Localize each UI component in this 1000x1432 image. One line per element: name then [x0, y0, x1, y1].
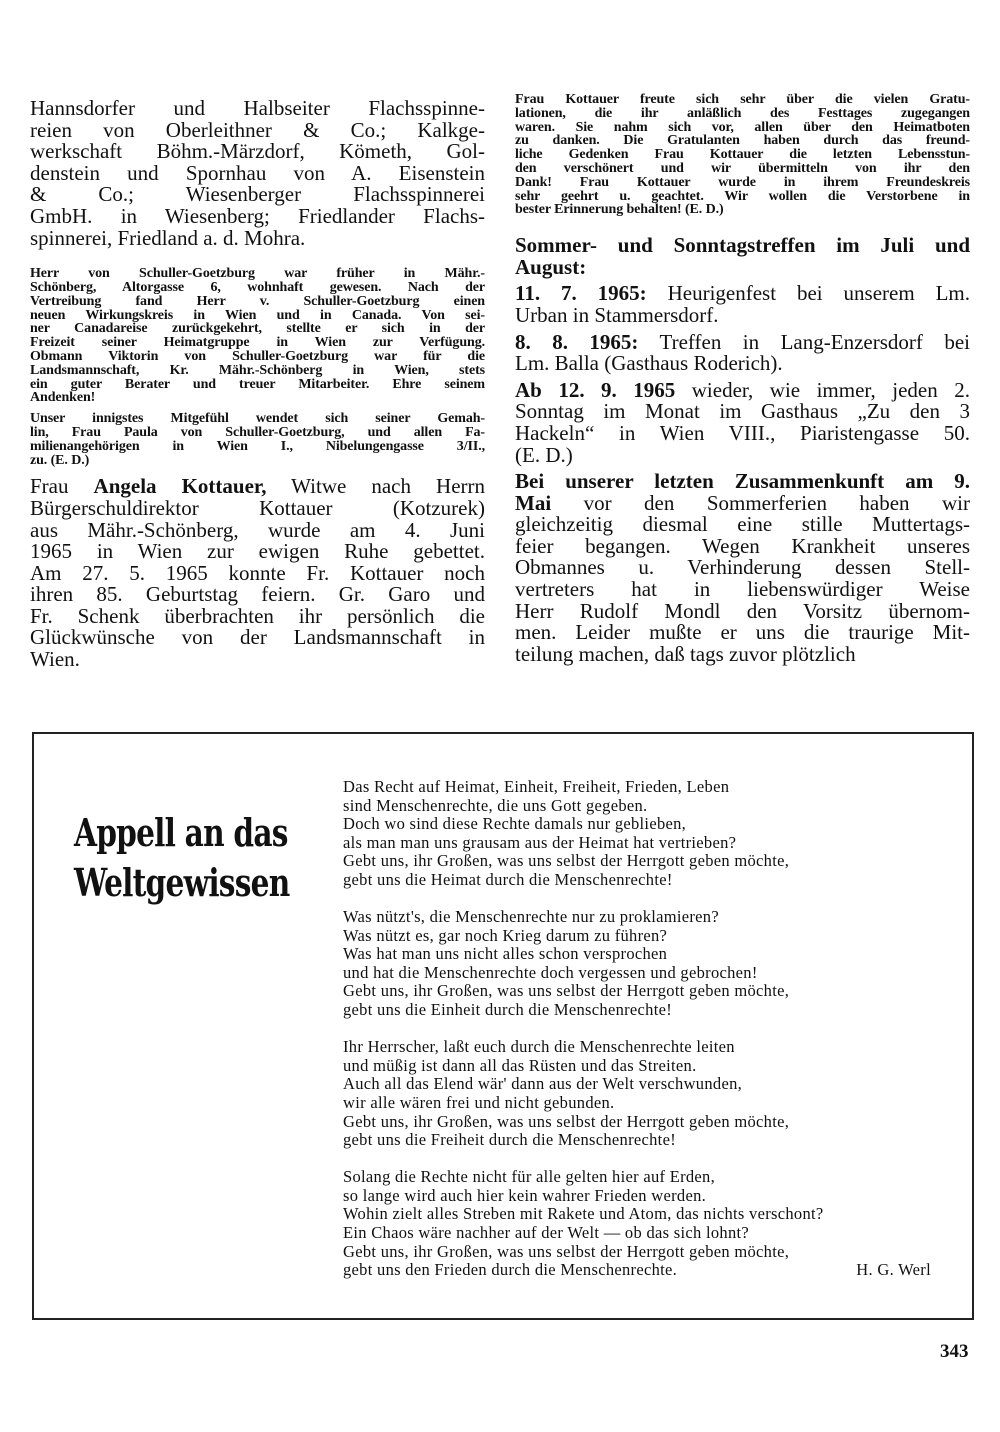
text-segment: Witwe nach Herrn [266, 474, 485, 499]
text-line: gleichzeitig diesmal eine stille Muttertags- [515, 512, 970, 537]
text-line [515, 490, 970, 515]
text-line: 1965 in Wien zur ewigen Ruhe gebettet. [30, 539, 485, 564]
text-line [515, 471, 970, 493]
bold-text: 11. 7. 1965: [515, 281, 647, 306]
text-line: sehr geehrt u. geachtet. Wir wollen die Verstorbene in [515, 188, 970, 204]
text-line: neuen Wirkungskreis in Wien und in Canada. Von sei- [30, 307, 485, 323]
text-line: Glückwünsche von der Landsmannschaft in [30, 625, 485, 650]
text-line: waren. Sie nahm sich vor, allen über den Heimatboten [515, 119, 970, 135]
left-column [30, 92, 485, 671]
text-line: zu danken. Die Gratulanten haben durch das freund- [515, 133, 970, 149]
poem-stanza [343, 908, 933, 1020]
text-line: GmbH. in Wiesenberg; Friedlander Flachs- [30, 203, 485, 228]
text-line: werkschaft Böhm.-Märzdorf, Kömeth, Gol- [30, 139, 485, 164]
text-line: Andenken! [30, 390, 96, 406]
paragraph [515, 93, 970, 217]
text-line: aus Mähr.-Schönberg, wurde am 4. Juni [30, 517, 485, 542]
poem-line [343, 1261, 933, 1280]
right-column [515, 87, 970, 665]
poem-line: Ein Chaos wäre nachher auf der Welt — ob das sich lohnt? [343, 1222, 750, 1242]
text-segment: Frau [30, 474, 94, 499]
poem-line: Das Recht auf Heimat, Einheit, Freiheit, Frieden, Leben [343, 777, 730, 796]
text-line: Dank! Frau Kottauer wurde in ihrem Freundeskreis [515, 174, 970, 190]
text-segment: vor den Sommerferien haben wir [551, 490, 970, 515]
poem-line: gebt uns die Freiheit durch die Menschenrechte! [343, 1130, 676, 1150]
text-line: ihren 85. Geburtstag feiern. Gr. Garo und [30, 582, 485, 607]
poem-line-text: gebt uns den Frieden durch die Menschenrechte. [343, 1260, 678, 1280]
poem-line: Doch wo sind diese Rechte damals nur geblieben, [343, 814, 687, 834]
poem-line: gebt uns die Einheit durch die Menschenrechte! [343, 1000, 673, 1020]
text-line: Unser innigstes Mitgefühl wendet sich seiner Gemah- [30, 411, 485, 427]
poem-line: Auch all das Elend wär' dann aus der Welt verschwunden, [343, 1074, 743, 1094]
paragraph [30, 412, 485, 467]
poem-line: und hat die Menschenrechte doch vergessen und gebrochen! [343, 962, 758, 982]
poem-title-line: Appell an das [74, 810, 288, 855]
poem-line: gebt uns die Heimat durch die Menschenrechte! [343, 869, 673, 889]
text-line: Hannsdorfer und Halbseiter Flachsspinne- [30, 96, 485, 120]
text-line: Obmannes u. Verhinderung dessen Stell- [515, 555, 970, 580]
poem-stanza [343, 1168, 933, 1280]
text-line: Hackeln“ in Wien VIII., Piaristengasse 50. [515, 420, 970, 445]
text-segment: wieder, wie immer, jeden 2. [675, 377, 970, 402]
bold-text: Bei unserer letzten Zusammenkunft am 9. [515, 469, 970, 494]
text-line: ein guter Berater und treuer Mitarbeiter. Ehre seinem [30, 376, 485, 392]
poem-line: sind Menschenrechte, die uns Gott gegeben. [343, 795, 648, 815]
text-line: Obmann Viktorin von Schuller-Goetzburg war für die [30, 348, 485, 364]
text-line: Fr. Schenk überbrachten ihr persönlich die [30, 603, 485, 628]
poem-line: Ihr Herrscher, laßt euch durch die Menschenrechte leiten [343, 1037, 735, 1057]
text-line: & Co.; Wiesenberger Flachsspinnerei [30, 182, 485, 207]
poem-line: Solang die Rechte nicht für alle gelten hier auf Erden, [343, 1167, 716, 1187]
text-line [30, 476, 485, 498]
text-line [515, 283, 970, 305]
poem-line: wir alle wären frei und nicht gebunden. [343, 1092, 615, 1112]
text-line: Lm. Balla (Gasthaus Roderich). [515, 351, 783, 376]
text-line: August: [515, 254, 587, 279]
paragraph [30, 476, 485, 670]
text-line: spinnerei, Friedland a. d. Mohra. [30, 225, 306, 250]
text-line: denstein und Spornhau von A. Eisenstein [30, 160, 485, 185]
text-line: Bürgerschuldirektor Kottauer (Kotzurek) [30, 495, 485, 520]
poem-stanza [343, 778, 933, 890]
text-line: Schönberg, Altorgasse 6, wohnhaft gewesen. Nach der [30, 279, 485, 295]
paragraph [30, 98, 485, 249]
bold-text: Mai [515, 490, 552, 515]
poem-line: Gebt uns, ihr Großen, was uns selbst der Herrgott geben möchte, [343, 1241, 790, 1261]
text-line: milienangehörigen in Wien I., Nibelungengasse 3/II., [30, 438, 485, 454]
text-line: lationen, die ihr anläßlich des Festtages zugegangen [515, 105, 970, 121]
text-line: Freizeit seiner Heimatgruppe in Wien zur Verfügung. [30, 335, 485, 351]
poem-line: Gebt uns, ihr Großen, was uns selbst der Herrgott geben möchte, [343, 981, 790, 1001]
text-line [515, 377, 970, 402]
text-line: bester Erinnerung behalten! (E. D.) [515, 202, 724, 218]
poem-line: Was nützt's, die Menschenrechte nur zu proklamieren? [343, 907, 719, 927]
text-line: zu. (E. D.) [30, 452, 90, 468]
text-line [515, 329, 970, 354]
poem-title-line: Weltgewissen [74, 860, 290, 905]
poem-line: so lange wird auch hier kein wahrer Frieden werden. [343, 1185, 707, 1205]
paragraph [515, 377, 970, 467]
page-number: 343 [940, 1341, 969, 1362]
poem-line: Wohin zielt alles Streben mit Rakete und Atom, das nichts verschont? [343, 1204, 824, 1224]
text-line: lin, Frau Paula von Schuller-Goetzburg, und allen Fa- [30, 424, 485, 440]
text-line: teilung machen, daß tags zuvor plötzlich [515, 641, 856, 666]
text-line: Sommer- und Sonntagstreffen im Juli und [515, 233, 970, 258]
text-line: Herr von Schuller-Goetzburg war früher in Mähr.- [30, 266, 485, 282]
text-line: liche Gedenken Frau Kottauer die letzten Lebensstun- [515, 147, 970, 163]
text-line: men. Leider mußte er uns die traurige Mit- [515, 620, 970, 645]
text-line: feier begangen. Wegen Krankheit unseres [515, 533, 970, 558]
text-line: Herr Rudolf Mondl den Vorsitz übernom- [515, 598, 970, 623]
text-line: Urban in Stammersdorf. [515, 302, 719, 327]
text-line: vertreters hat in liebenswürdiger Weise [515, 577, 970, 602]
text-line: Wien. [30, 647, 80, 672]
poem-text [343, 778, 933, 1298]
poem-line: Was nützt es, gar noch Krieg darum zu führen? [343, 925, 668, 945]
bold-text: Ab 12. 9. 1965 [515, 377, 676, 402]
text-line: den verschönert und wir übermitteln von ihr den [515, 160, 970, 176]
poem-line: Gebt uns, ihr Großen, was uns selbst der Herrgott geben möchte, [343, 851, 790, 871]
text-segment: Treffen in Lang-Enzersdorf bei [638, 329, 970, 354]
poem-line: als man man uns grausam aus der Heimat hat vertrieben? [343, 832, 737, 852]
text-line: Am 27. 5. 1965 konnte Fr. Kottauer noch [30, 560, 485, 585]
poem-stanza [343, 1038, 933, 1150]
bold-text: Angela Kottauer, [93, 474, 267, 499]
paragraph [515, 283, 970, 326]
poem-title [74, 808, 289, 908]
poem-line: Gebt uns, ihr Großen, was uns selbst der Herrgott geben möchte, [343, 1111, 790, 1131]
text-line: Landsmannschaft, Kr. Mähr.-Schönberg in Wien, stets [30, 362, 485, 378]
poem-line: und müßig ist dann all das Rüsten und das Streiten. [343, 1055, 697, 1075]
text-line: ner Canadareise zurückgekehrt, stellte er sich in der [30, 321, 485, 337]
text-line: Vertreibung fand Herr v. Schuller-Goetzburg einen [30, 293, 485, 309]
text-line: Frau Kottauer freute sich sehr über die vielen Gratu- [515, 92, 970, 107]
paragraph [515, 235, 970, 278]
text-line: Sonntag im Monat im Gasthaus „Zu den 3 [515, 399, 970, 424]
poem-line: Was hat man uns nicht alles schon versprochen [343, 944, 668, 964]
text-line: reien von Oberleithner & Co.; Kalkge- [30, 117, 485, 142]
bold-text: 8. 8. 1965: [515, 329, 639, 354]
text-segment: Heurigenfest bei unserem Lm. [646, 281, 970, 306]
text-line: (E. D.) [515, 442, 573, 467]
poem-author: H. G. Werl [856, 1260, 931, 1280]
paragraph [30, 267, 485, 405]
paragraph [515, 329, 970, 376]
paragraph [515, 471, 970, 665]
